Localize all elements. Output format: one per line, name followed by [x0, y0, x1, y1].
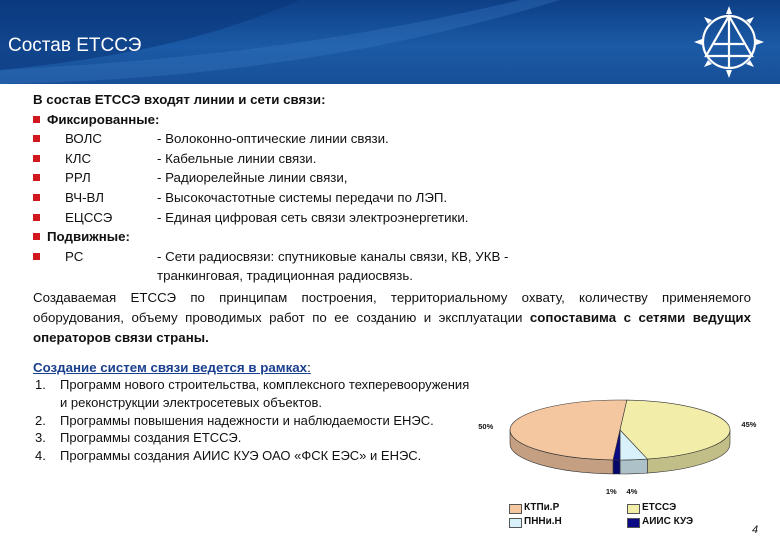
fixed-category [33, 110, 751, 130]
item-desc: - Радиорелейные линии связи, [157, 170, 348, 186]
list-item [33, 168, 751, 188]
legend-swatch [627, 518, 640, 528]
list-text: Программ нового строительства, комплексного техперевооружения и реконструкции электросетевых объектов. [60, 377, 470, 410]
bullet-icon [33, 116, 40, 123]
summary-text: Создаваемая ЕТССЭ по принципам построения, территориальному охвату, количеству применяемого оборудования, объему проводимых работ по ее созданию и эксплуатации [33, 289, 751, 325]
pie-data-label: 50% [478, 421, 494, 431]
item-desc: - Сети радиосвязи: спутниковые каналы связи, КВ, УКВ - [157, 248, 509, 264]
legend-label: ПННи.Н [524, 516, 562, 527]
fixed-label: Фиксированные: [47, 111, 160, 127]
bullet-icon [33, 194, 40, 201]
legend-swatch [627, 504, 640, 514]
item-code: РС [65, 248, 84, 264]
mobile-category [33, 227, 751, 247]
legend-label: КТПи.Р [524, 502, 560, 513]
list-item [33, 412, 473, 430]
item-code: ЕЦССЭ [65, 209, 113, 225]
summary-bold-text: сопоставима с сетями ведущих операторов связи страны. [33, 309, 751, 345]
list-item [33, 129, 751, 149]
bullet-icon [33, 214, 40, 221]
programs-heading-colon: : [307, 359, 311, 375]
bullet-icon [33, 174, 40, 181]
pie-data-label: 4% [626, 486, 638, 496]
legend-swatch [509, 518, 522, 528]
pie-data-label: 45% [741, 420, 757, 430]
list-item [33, 247, 751, 267]
list-text: Программы создания АИИС КУЭ ОАО «ФСК ЕЭС» и ЕНЭС. [60, 448, 422, 464]
item-desc: - Единая цифровая сеть связи электроэнергетики. [157, 209, 469, 225]
programs-list [33, 376, 473, 465]
intro-line [33, 90, 751, 110]
item-code: КЛС [65, 150, 92, 166]
item-code: РРЛ [65, 170, 91, 186]
pie-data-label: 1% [605, 486, 617, 496]
programs-heading-text: Создание систем связи ведется в рамках [33, 359, 308, 375]
item-code: ВОЛС [65, 131, 102, 147]
list-text: Программы создания ЕТССЭ. [60, 430, 242, 446]
list-item [33, 188, 751, 208]
pie-slice-side [620, 459, 647, 474]
list-number: 4. [35, 448, 46, 464]
legend-label: ЕТССЭ [642, 502, 677, 513]
item-desc: - Волоконно-оптические линии связи. [157, 131, 389, 147]
item-desc: - Высокочастотные системы передачи по ЛЭП. [157, 189, 448, 205]
item-code: ВЧ-ВЛ [65, 189, 105, 205]
list-text: Программы повышения надежности и наблюдаемости ЕНЭС. [60, 412, 434, 428]
main-content [33, 90, 751, 378]
bullet-icon [33, 253, 40, 260]
header-bar [0, 0, 780, 84]
intro-text: В состав ЕТССЭ входят линии и сети связи: [33, 92, 326, 107]
list-number: 1. [35, 377, 46, 392]
list-item-continued [33, 266, 751, 286]
company-logo-icon [684, 4, 774, 80]
programs-heading [33, 358, 751, 378]
list-number: 2. [35, 412, 46, 428]
list-item [33, 447, 473, 465]
mobile-label: Подвижные: [47, 229, 130, 245]
page-number: 4 [752, 524, 759, 536]
bullet-icon [33, 155, 40, 162]
pie-slice-side [613, 460, 620, 474]
list-item [33, 149, 751, 169]
list-item [33, 376, 473, 412]
bullet-icon [33, 135, 40, 142]
pie-chart [478, 378, 763, 498]
slide-title: Состав ЕТССЭ [8, 35, 142, 56]
bullet-icon [33, 233, 40, 240]
list-item [33, 208, 751, 228]
item-desc-continued: транкинговая, традиционная радиосвязь. [157, 268, 413, 284]
legend-swatch [509, 504, 522, 514]
list-number: 3. [35, 430, 46, 446]
list-item [33, 429, 473, 447]
summary-paragraph [33, 288, 751, 348]
item-desc: - Кабельные линии связи. [157, 150, 317, 166]
legend-label: АИИС КУЭ [642, 516, 694, 527]
